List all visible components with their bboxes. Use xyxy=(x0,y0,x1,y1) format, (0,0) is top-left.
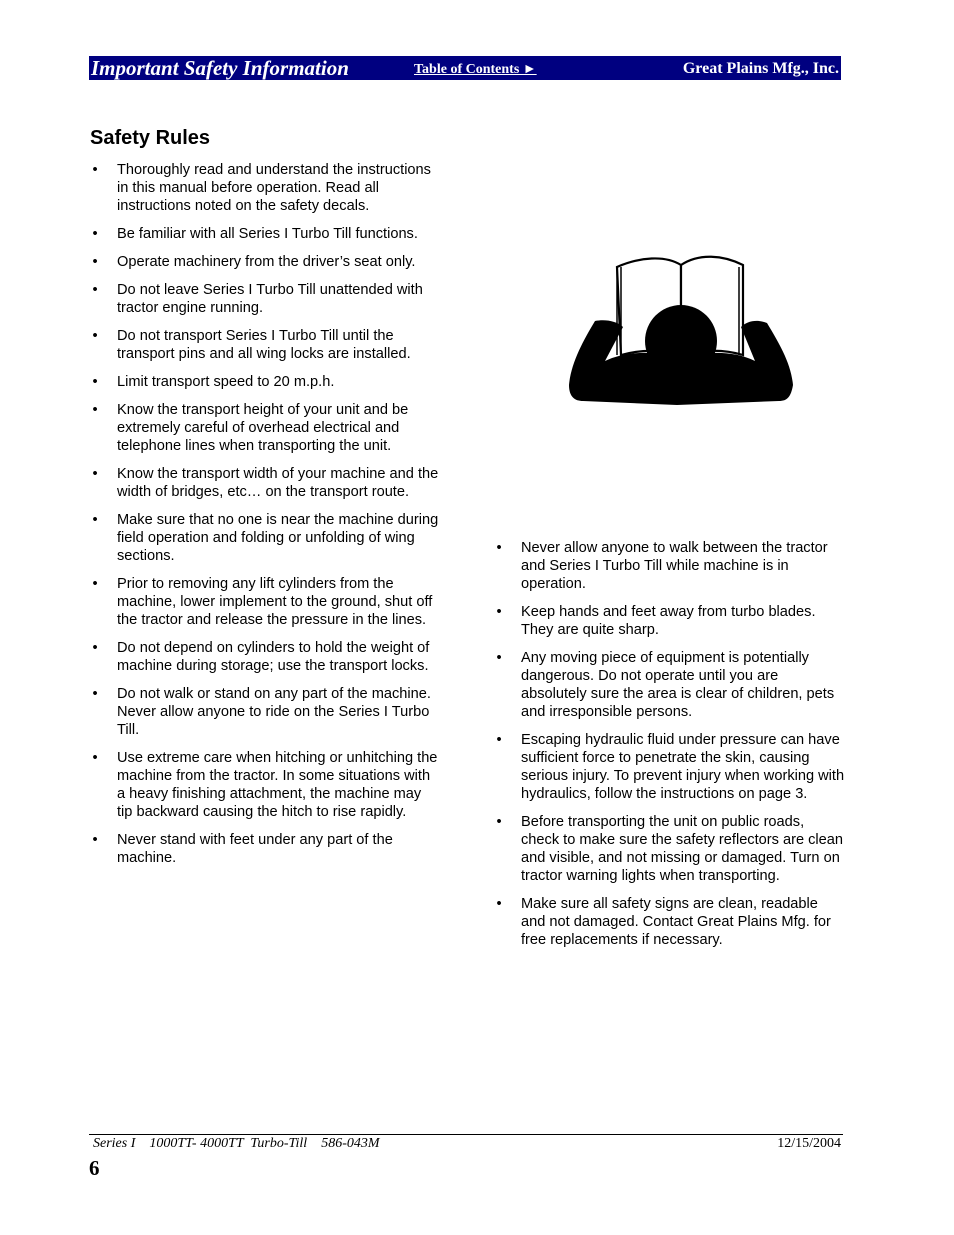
list-item xyxy=(493,895,845,949)
bullet-icon: • xyxy=(496,896,502,912)
rule-text: Never stand with feet under any part of the machine. xyxy=(117,832,393,866)
list-item xyxy=(89,327,439,363)
header-company-name: Great Plains Mfg., Inc. xyxy=(682,60,839,77)
bullet-icon: • xyxy=(92,750,98,766)
list-item xyxy=(89,281,439,317)
list-item xyxy=(89,575,439,629)
bullet-icon: • xyxy=(92,832,98,848)
rule-text: Before transporting the unit on public roads, check to make sure the safety reflectors are clean and visible, and not missing or damaged. Turn on tractor warning lights when transporting. xyxy=(521,814,844,884)
rule-text: Be familiar with all Series I Turbo Till functions. xyxy=(117,226,418,242)
table-of-contents-link[interactable]: Table of Contents ► xyxy=(414,62,537,77)
page-title: Safety Rules xyxy=(90,127,211,149)
safety-rules-right-column xyxy=(493,539,845,959)
rule-text: Do not leave Series I Turbo Till unattended with tractor engine running. xyxy=(117,282,423,316)
bullet-icon: • xyxy=(92,162,98,178)
list-item xyxy=(493,813,845,885)
rule-text: Make sure that no one is near the machine during field operation and folding or unfolding of wing sections. xyxy=(117,512,439,564)
page-number: 6 xyxy=(89,1156,100,1180)
rule-text: Escaping hydraulic fluid under pressure can have sufficient force to penetrate the skin, causing serious injury. To prevent injury when working with hydraulics, follow the instructions on page 3. xyxy=(521,732,845,802)
list-item xyxy=(89,225,439,243)
bullet-icon: • xyxy=(496,540,502,556)
rule-text: Make sure all safety signs are clean, readable and not damaged. Contact Great Plains Mfg. for free replacements if necessary. xyxy=(521,896,831,948)
list-item xyxy=(89,465,439,501)
list-item xyxy=(493,731,845,803)
bullet-icon: • xyxy=(92,226,98,242)
bullet-icon: • xyxy=(92,512,98,528)
rule-text: Thoroughly read and understand the instructions in this manual before operation. Read all instructions noted on the safety decals. xyxy=(117,162,431,214)
bullet-icon: • xyxy=(92,686,98,702)
header-bar xyxy=(89,56,841,80)
footer-divider xyxy=(89,1134,843,1135)
rule-text: Never allow anyone to walk between the tractor and Series I Turbo Till while machine is in operation. xyxy=(521,540,828,592)
bullet-icon: • xyxy=(496,650,502,666)
rule-text: Do not depend on cylinders to hold the weight of machine during storage; use the transport locks. xyxy=(117,640,430,674)
header-section-title: Important Safety Information xyxy=(91,56,349,80)
bullet-icon: • xyxy=(92,282,98,298)
rule-text: Do not walk or stand on any part of the machine. Never allow anyone to ride on the Series I Turbo Till. xyxy=(117,686,431,738)
list-item xyxy=(89,253,439,271)
rule-text: Limit transport speed to 20 m.p.h. xyxy=(117,374,335,390)
bullet-icon: • xyxy=(496,732,502,748)
list-item xyxy=(89,639,439,675)
bullet-icon: • xyxy=(496,604,502,620)
list-item xyxy=(89,401,439,455)
list-item xyxy=(89,373,439,391)
list-item xyxy=(89,831,439,867)
list-item xyxy=(493,539,845,593)
rule-text: Know the transport height of your unit and be extremely careful of overhead electrical and telephone lines when transporting the unit. xyxy=(117,402,409,454)
list-item xyxy=(493,603,845,639)
bullet-icon: • xyxy=(92,328,98,344)
bullet-icon: • xyxy=(92,640,98,656)
list-item xyxy=(89,749,439,821)
bullet-icon: • xyxy=(92,402,98,418)
list-item xyxy=(89,511,439,565)
footer-date: 12/15/2004 xyxy=(777,1136,841,1151)
rule-text: Operate machinery from the driver’s seat only. xyxy=(117,254,416,270)
bullet-icon: • xyxy=(92,466,98,482)
rule-text: Know the transport width of your machine and the width of bridges, etc… on the transport route. xyxy=(117,466,439,500)
rule-text: Keep hands and feet away from turbo blades. They are quite sharp. xyxy=(521,604,816,638)
bullet-icon: • xyxy=(496,814,502,830)
list-item xyxy=(493,649,845,721)
bullet-icon: • xyxy=(92,576,98,592)
bullet-icon: • xyxy=(92,254,98,270)
bullet-icon: • xyxy=(92,374,98,390)
rule-text: Any moving piece of equipment is potentially dangerous. Do not operate until you are absolutely sure the area is clear of children, pets and irresponsible persons. xyxy=(521,650,835,720)
safety-rules-left-column xyxy=(89,161,439,877)
rule-text: Use extreme care when hitching or unhitching the machine from the tractor. In some situations with a heavy finishing attachment, the machine may tip backward causing the hitch to rise rapidly. xyxy=(117,750,438,820)
list-item xyxy=(89,161,439,215)
rule-text: Do not transport Series I Turbo Till until the transport pins and all wing locks are installed. xyxy=(117,328,411,362)
person-reading-manual-icon xyxy=(565,245,797,407)
list-item xyxy=(89,685,439,739)
footer-manual-info: Series I 1000TT- 4000TT Turbo-Till 586-043M xyxy=(93,1136,380,1151)
rule-text: Prior to removing any lift cylinders from the machine, lower implement to the ground, shut off the tractor and release the pressure in the lines. xyxy=(117,576,433,628)
